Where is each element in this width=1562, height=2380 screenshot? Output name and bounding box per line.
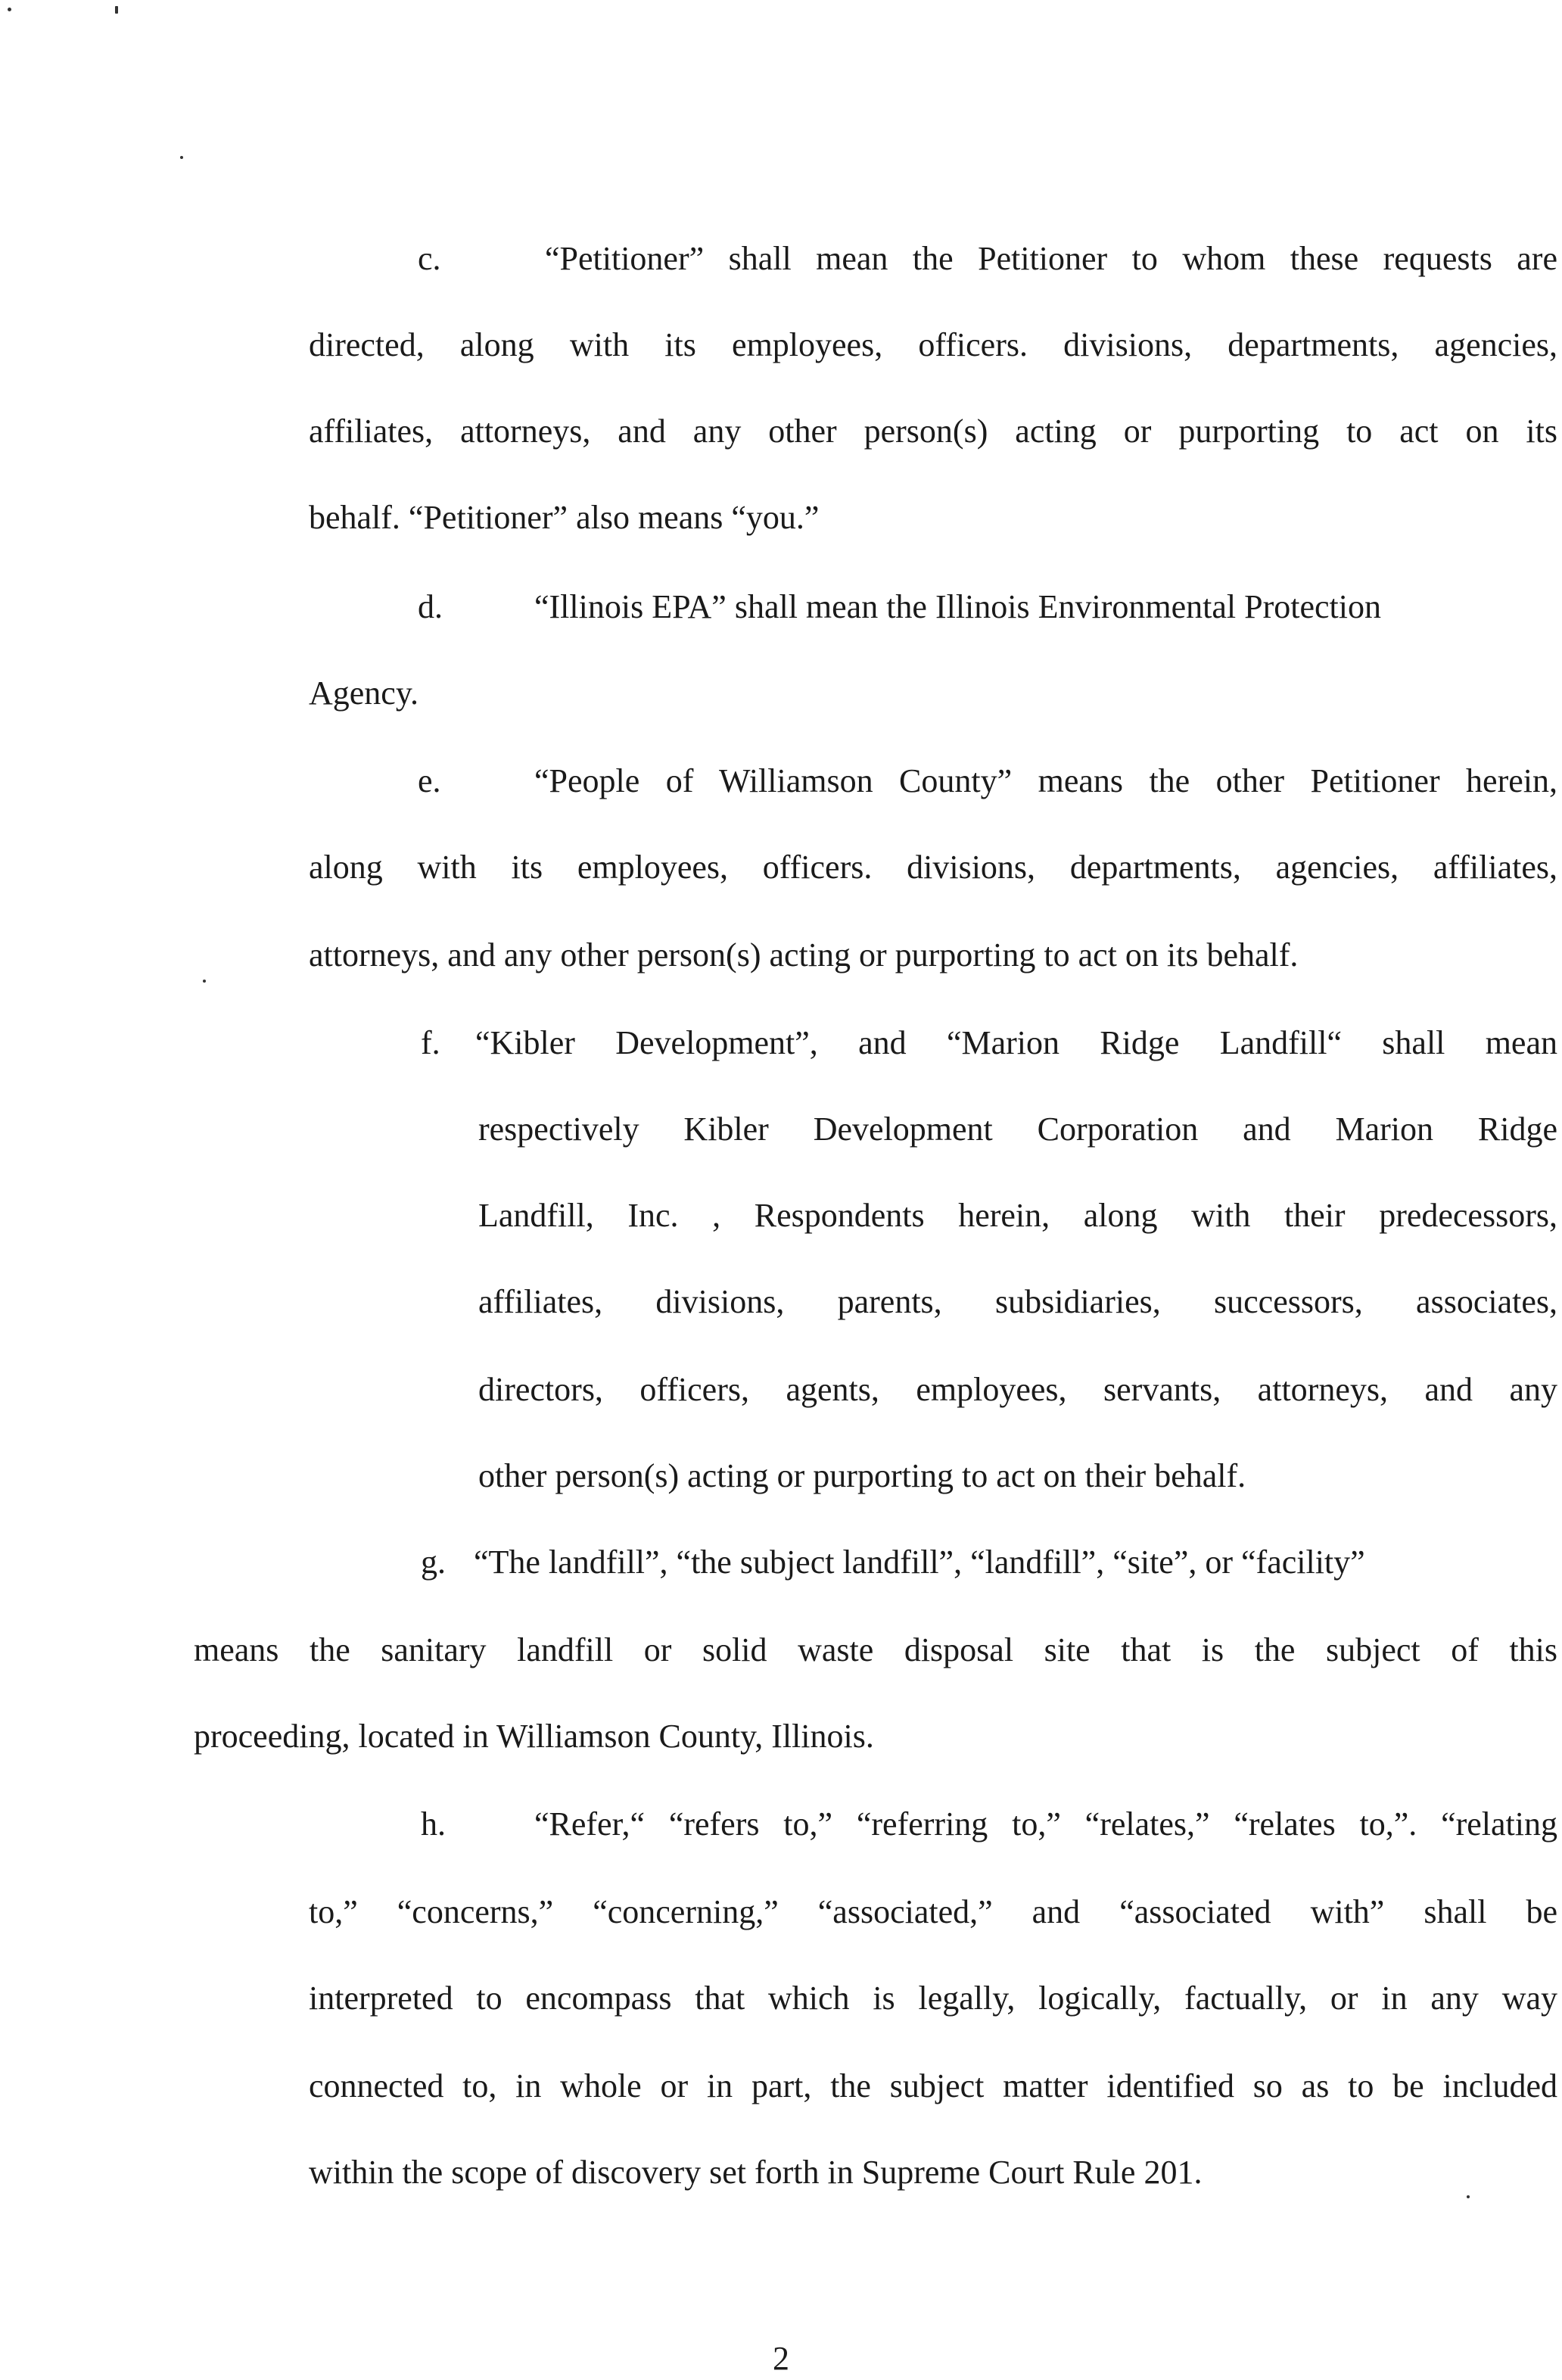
paragraph-e-line-2: along with its employees, officers. divisions, departments, agencies, affiliates, <box>309 849 1557 886</box>
paragraph-h-line-4: connected to, in whole or in part, the subject matter identified so as to be included <box>309 2067 1557 2104</box>
paragraph-g-line-3: proceeding, located in Williamson County, Illinois. <box>194 1718 874 1755</box>
scan-speck <box>115 6 118 14</box>
paragraph-f-line-5: directors, officers, agents, employees, servants, attorneys, and any <box>478 1371 1557 1408</box>
paragraph-f-line-6: other person(s) acting or purporting to act on their behalf. <box>478 1457 1246 1494</box>
paragraph-g-label: g. <box>421 1544 446 1581</box>
page-number: 2 <box>773 2340 789 2377</box>
paragraph-h-line-2: to,” “concerns,” “concerning,” “associated,” and “associated with” shall be <box>309 1893 1557 1930</box>
paragraph-c-line-3: affiliates, attorneys, and any other person(s) acting or purporting to act on its <box>309 413 1557 450</box>
paragraph-c-label: c. <box>418 240 441 277</box>
scan-speck <box>180 156 183 159</box>
scan-speck <box>8 8 11 11</box>
paragraph-e-line-1: “People of Williamson County” means the other Petitioner herein, <box>534 762 1557 799</box>
paragraph-d-line-2: Agency. <box>309 674 419 712</box>
paragraph-f-label: f. <box>421 1024 440 1061</box>
paragraph-e-line-3: attorneys, and any other person(s) acting or purporting to act on its behalf. <box>309 936 1299 973</box>
paragraph-c-line-4: behalf. “Petitioner” also means “you.” <box>309 499 820 536</box>
paragraph-h-label: h. <box>421 1805 446 1843</box>
paragraph-c-line-2: directed, along with its employees, officers. divisions, departments, agencies, <box>309 326 1557 363</box>
paragraph-f-line-4: affiliates, divisions, parents, subsidiaries, successors, associates, <box>478 1283 1557 1320</box>
paragraph-f-line-1: “Kibler Development”, and “Marion Ridge Landfill“ shall mean <box>475 1024 1557 1061</box>
scan-speck <box>203 980 206 983</box>
paragraph-f-line-2: respectively Kibler Development Corporation and Marion Ridge <box>478 1111 1557 1148</box>
paragraph-d-line-1: “Illinois EPA” shall mean the Illinois Environmental Protection <box>534 588 1381 625</box>
paragraph-h-line-5: within the scope of discovery set forth in Supreme Court Rule 201. <box>309 2154 1203 2191</box>
paragraph-d-label: d. <box>418 588 443 625</box>
paragraph-h-line-3: interpreted to encompass that which is legally, logically, factually, or in any way <box>309 1980 1557 2017</box>
paragraph-e-label: e. <box>418 762 441 799</box>
paragraph-g-line-1: “The landfill”, “the subject landfill”, “landfill”, “site”, or “facility” <box>474 1544 1365 1581</box>
paragraph-f-line-3: Landfill, Inc. , Respondents herein, along with their predecessors, <box>478 1197 1557 1234</box>
paragraph-h-line-1: “Refer,“ “refers to,” “referring to,” “relates,” “relates to,”. “relating <box>534 1805 1557 1843</box>
paragraph-c-line-1: “Petitioner” shall mean the Petitioner to whom these requests are <box>545 240 1557 277</box>
paragraph-g-line-2: means the sanitary landfill or solid waste disposal site that is the subject of this <box>194 1631 1557 1668</box>
scan-speck <box>1467 2195 1470 2198</box>
